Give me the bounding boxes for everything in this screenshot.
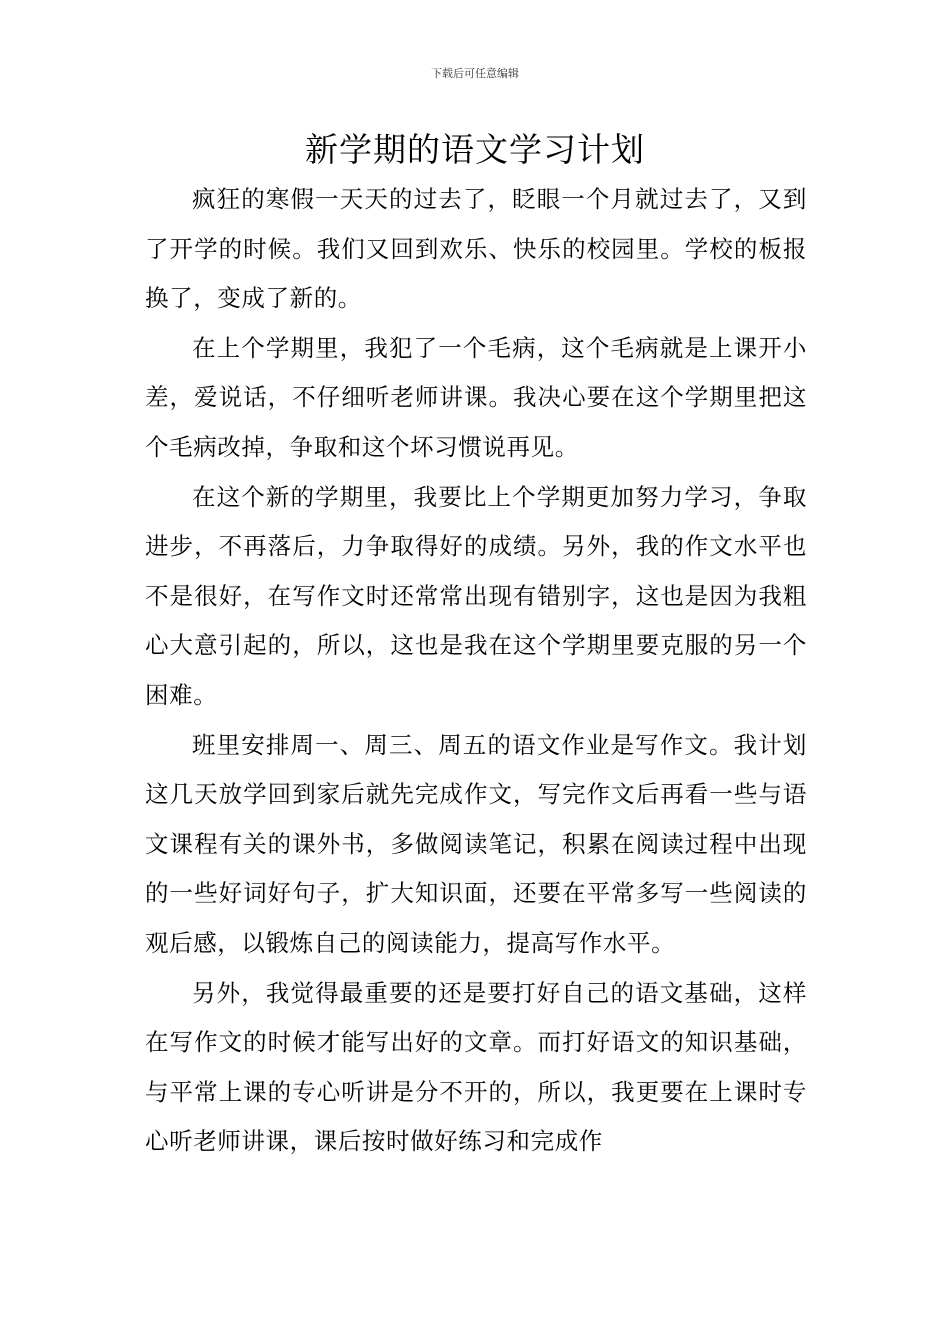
paragraph: 在这个新的学期里，我要比上个学期更加努力学习，争取进步，不再落后，力争取得好的成绩。另外，我的作文水平也不是很好，在写作文时还常常出现有错别字，这也是因为我粗心大意引起的，所以，这也是我在这个学期里要克服的另一个困难。 — [145, 482, 807, 709]
paragraph: 疯狂的寒假一天天的过去了，眨眼一个月就过去了，又到了开学的时候。我们又回到欢乐、快乐的校园里。学校的板报换了，变成了新的。 — [145, 185, 807, 313]
paragraph: 班里安排周一、周三、周五的语文作业是写作文。我计划这几天放学回到家后就先完成作文，写完作文后再看一些与语文课程有关的课外书，多做阅读笔记，积累在阅读过程中出现的一些好词好句子，扩大知识面，还要在平常多写一些阅读的观后感，以锻炼自己的阅读能力，提高写作水平。 — [145, 730, 807, 957]
document-title: 新学期的语文学习计划 — [305, 130, 645, 169]
header-note: 下载后可任意编辑 — [431, 67, 519, 80]
paragraph: 另外，我觉得最重要的还是要打好自己的语文基础，这样在写作文的时候才能写出好的文章。而打好语文的知识基础，与平常上课的专心听讲是分不开的，所以，我更要在上课时专心听老师讲课，课后按时做好练习和完成作 — [145, 978, 807, 1156]
document-body — [145, 175, 807, 1167]
paragraph: 在上个学期里，我犯了一个毛病，这个毛病就是上课开小差，爱说话，不仔细听老师讲课。我决心要在这个学期里把这个毛病改掉，争取和这个坏习惯说再见。 — [145, 333, 807, 461]
